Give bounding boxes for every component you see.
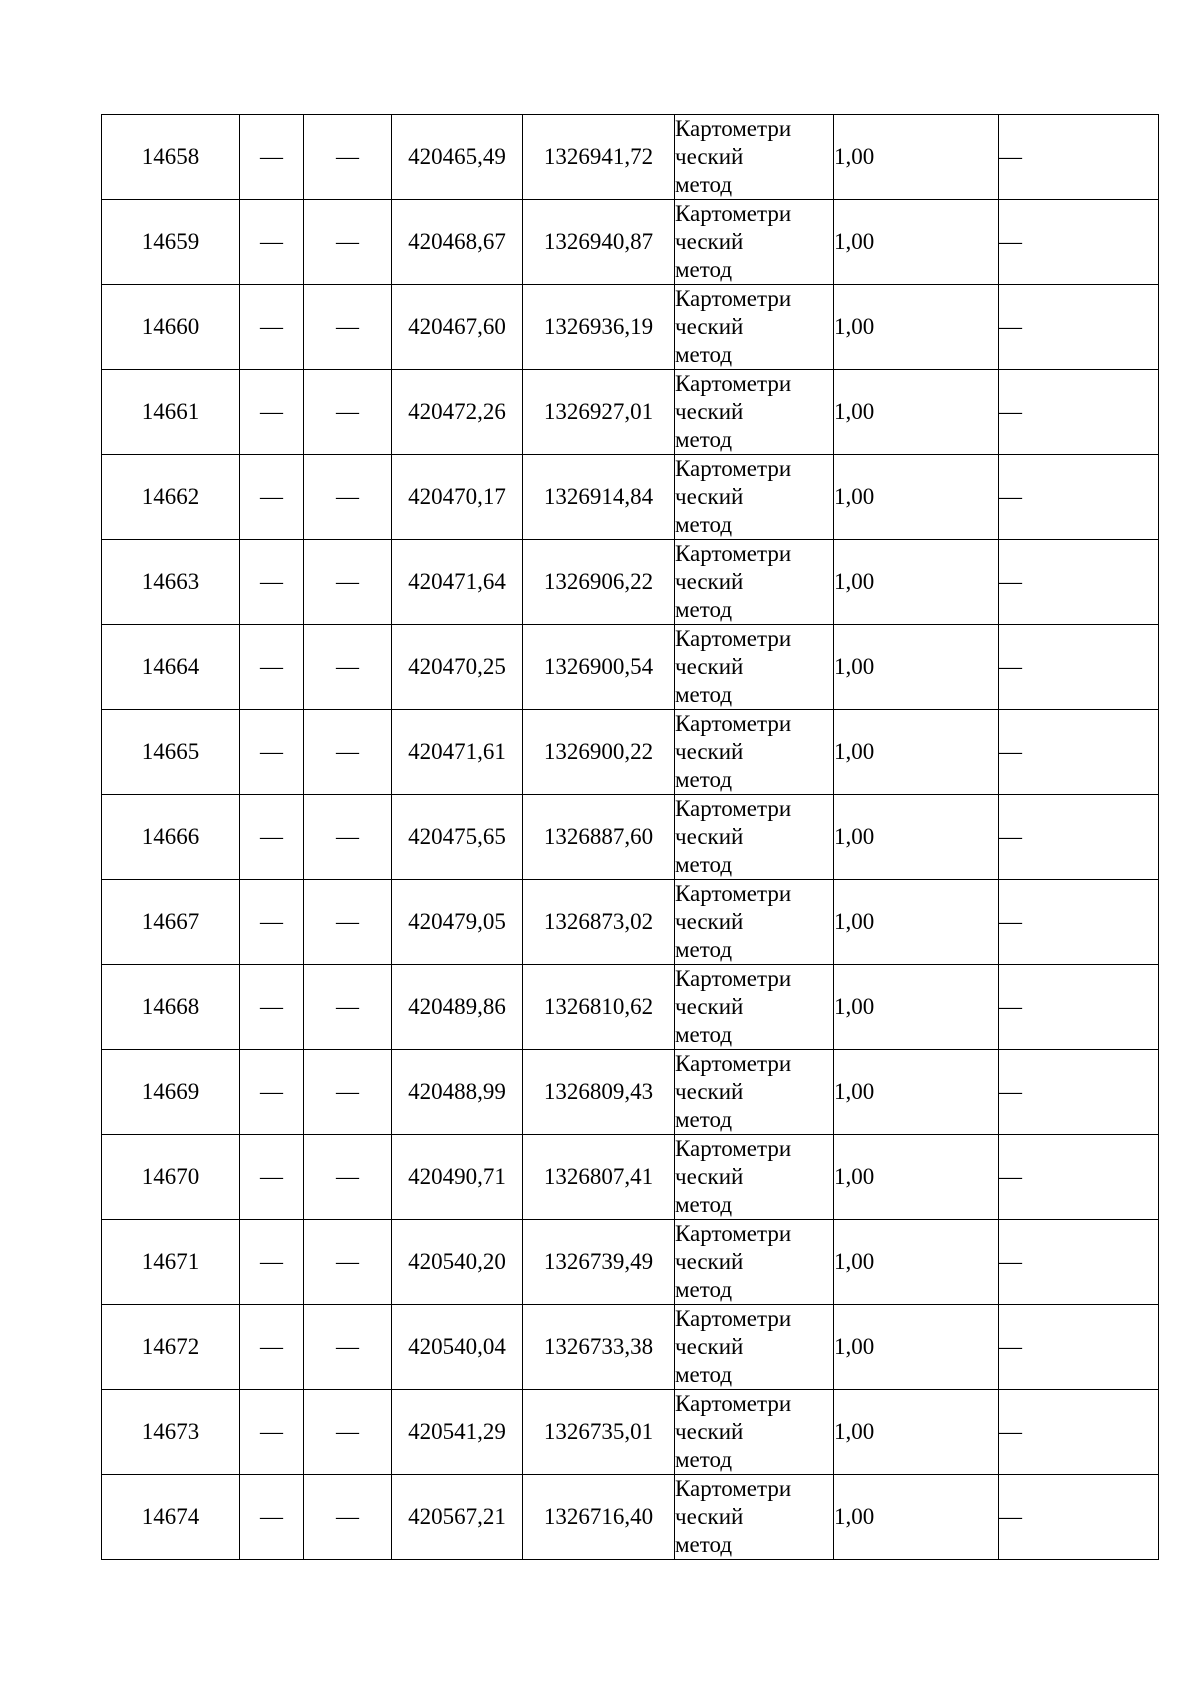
method-cell — [675, 115, 834, 200]
dash-cell: — — [240, 1390, 304, 1475]
note-cell: — — [999, 1050, 1159, 1135]
dash-cell: — — [304, 1220, 392, 1305]
dash-cell: — — [304, 880, 392, 965]
point-number-cell: 14662 — [102, 455, 240, 540]
point-number-cell: 14670 — [102, 1135, 240, 1220]
method-line: ческий — [675, 1504, 744, 1529]
table-row — [102, 370, 1159, 455]
method-cell — [675, 1220, 834, 1305]
method-cell — [675, 880, 834, 965]
y-coordinate-cell: 1326887,60 — [523, 795, 675, 880]
x-coordinate-cell: 420540,04 — [392, 1305, 523, 1390]
table-row — [102, 795, 1159, 880]
y-coordinate-cell: 1326873,02 — [523, 880, 675, 965]
x-coordinate-cell: 420541,29 — [392, 1390, 523, 1475]
note-cell: — — [999, 965, 1159, 1050]
x-coordinate-cell: 420470,25 — [392, 625, 523, 710]
point-number-cell: 14666 — [102, 795, 240, 880]
method-cell — [675, 370, 834, 455]
accuracy-cell: 1,00 — [834, 540, 999, 625]
table-row — [102, 455, 1159, 540]
x-coordinate-cell: 420475,65 — [392, 795, 523, 880]
method-cell — [675, 1135, 834, 1220]
accuracy-cell: 1,00 — [834, 1135, 999, 1220]
table-row — [102, 710, 1159, 795]
method-line: ческий — [675, 399, 744, 424]
x-coordinate-cell: 420471,61 — [392, 710, 523, 795]
y-coordinate-cell: 1326900,54 — [523, 625, 675, 710]
accuracy-cell: 1,00 — [834, 1305, 999, 1390]
accuracy-cell: 1,00 — [834, 285, 999, 370]
method-line: ческий — [675, 144, 744, 169]
y-coordinate-cell: 1326927,01 — [523, 370, 675, 455]
x-coordinate-cell: 420489,86 — [392, 965, 523, 1050]
method-line: Картометри — [675, 796, 792, 821]
method-line: Картометри — [675, 711, 792, 736]
dash-cell: — — [240, 455, 304, 540]
accuracy-cell: 1,00 — [834, 710, 999, 795]
table-row — [102, 540, 1159, 625]
x-coordinate-cell: 420490,71 — [392, 1135, 523, 1220]
method-line: метод — [675, 1107, 733, 1132]
y-coordinate-cell: 1326900,22 — [523, 710, 675, 795]
point-number-cell: 14659 — [102, 200, 240, 285]
dash-cell: — — [304, 455, 392, 540]
method-line: метод — [675, 1362, 733, 1387]
x-coordinate-cell: 420488,99 — [392, 1050, 523, 1135]
table-row — [102, 965, 1159, 1050]
dash-cell: — — [240, 1475, 304, 1560]
note-cell: — — [999, 1475, 1159, 1560]
method-line: ческий — [675, 1249, 744, 1274]
method-cell — [675, 1475, 834, 1560]
y-coordinate-cell: 1326735,01 — [523, 1390, 675, 1475]
method-line: ческий — [675, 484, 744, 509]
point-number-cell: 14664 — [102, 625, 240, 710]
point-number-cell: 14671 — [102, 1220, 240, 1305]
note-cell: — — [999, 370, 1159, 455]
method-cell — [675, 625, 834, 710]
note-cell: — — [999, 200, 1159, 285]
coordinates-table — [101, 114, 1159, 1560]
method-line: ческий — [675, 909, 744, 934]
method-line: метод — [675, 1447, 733, 1472]
method-cell — [675, 965, 834, 1050]
method-line: Картометри — [675, 1391, 792, 1416]
x-coordinate-cell: 420465,49 — [392, 115, 523, 200]
method-line: метод — [675, 257, 733, 282]
table-row — [102, 880, 1159, 965]
method-line: Картометри — [675, 286, 792, 311]
dash-cell: — — [304, 965, 392, 1050]
dash-cell: — — [240, 625, 304, 710]
note-cell: — — [999, 710, 1159, 795]
dash-cell: — — [240, 795, 304, 880]
accuracy-cell: 1,00 — [834, 965, 999, 1050]
x-coordinate-cell: 420468,67 — [392, 200, 523, 285]
dash-cell: — — [304, 540, 392, 625]
dash-cell: — — [240, 710, 304, 795]
method-line: метод — [675, 682, 733, 707]
x-coordinate-cell: 420472,26 — [392, 370, 523, 455]
method-line: метод — [675, 597, 733, 622]
y-coordinate-cell: 1326739,49 — [523, 1220, 675, 1305]
y-coordinate-cell: 1326914,84 — [523, 455, 675, 540]
table-row — [102, 1305, 1159, 1390]
note-cell: — — [999, 115, 1159, 200]
method-line: Картометри — [675, 1306, 792, 1331]
dash-cell: — — [240, 540, 304, 625]
accuracy-cell: 1,00 — [834, 370, 999, 455]
method-cell — [675, 285, 834, 370]
method-line: Картометри — [675, 881, 792, 906]
table-row — [102, 1135, 1159, 1220]
dash-cell: — — [240, 880, 304, 965]
point-number-cell: 14658 — [102, 115, 240, 200]
method-line: метод — [675, 512, 733, 537]
accuracy-cell: 1,00 — [834, 1220, 999, 1305]
note-cell: — — [999, 1305, 1159, 1390]
point-number-cell: 14668 — [102, 965, 240, 1050]
table-row — [102, 1475, 1159, 1560]
method-cell — [675, 1050, 834, 1135]
accuracy-cell: 1,00 — [834, 880, 999, 965]
method-cell — [675, 710, 834, 795]
method-line: ческий — [675, 994, 744, 1019]
dash-cell: — — [304, 1305, 392, 1390]
method-line: Картометри — [675, 1476, 792, 1501]
accuracy-cell: 1,00 — [834, 625, 999, 710]
dash-cell: — — [240, 1050, 304, 1135]
method-line: ческий — [675, 654, 744, 679]
dash-cell: — — [304, 625, 392, 710]
method-cell — [675, 455, 834, 540]
method-line: ческий — [675, 569, 744, 594]
accuracy-cell: 1,00 — [834, 1050, 999, 1135]
dash-cell: — — [304, 1050, 392, 1135]
dash-cell: — — [240, 115, 304, 200]
accuracy-cell: 1,00 — [834, 115, 999, 200]
table-row — [102, 1050, 1159, 1135]
note-cell: — — [999, 540, 1159, 625]
x-coordinate-cell: 420470,17 — [392, 455, 523, 540]
dash-cell: — — [240, 285, 304, 370]
note-cell: — — [999, 455, 1159, 540]
note-cell: — — [999, 795, 1159, 880]
x-coordinate-cell: 420467,60 — [392, 285, 523, 370]
note-cell: — — [999, 1390, 1159, 1475]
method-line: Картометри — [675, 456, 792, 481]
dash-cell: — — [304, 710, 392, 795]
method-line: Картометри — [675, 966, 792, 991]
table-body — [102, 115, 1159, 1560]
point-number-cell: 14663 — [102, 540, 240, 625]
method-line: Картометри — [675, 1051, 792, 1076]
note-cell: — — [999, 1135, 1159, 1220]
dash-cell: — — [304, 1475, 392, 1560]
y-coordinate-cell: 1326906,22 — [523, 540, 675, 625]
dash-cell: — — [304, 115, 392, 200]
x-coordinate-cell: 420471,64 — [392, 540, 523, 625]
method-line: метод — [675, 937, 733, 962]
method-line: Картометри — [675, 1136, 792, 1161]
method-line: Картометри — [675, 371, 792, 396]
y-coordinate-cell: 1326807,41 — [523, 1135, 675, 1220]
y-coordinate-cell: 1326941,72 — [523, 115, 675, 200]
x-coordinate-cell: 420479,05 — [392, 880, 523, 965]
dash-cell: — — [304, 1135, 392, 1220]
method-line: метод — [675, 427, 733, 452]
method-line: метод — [675, 172, 733, 197]
accuracy-cell: 1,00 — [834, 200, 999, 285]
y-coordinate-cell: 1326940,87 — [523, 200, 675, 285]
x-coordinate-cell: 420567,21 — [392, 1475, 523, 1560]
method-line: ческий — [675, 229, 744, 254]
point-number-cell: 14660 — [102, 285, 240, 370]
y-coordinate-cell: 1326716,40 — [523, 1475, 675, 1560]
accuracy-cell: 1,00 — [834, 795, 999, 880]
method-line: Картометри — [675, 541, 792, 566]
point-number-cell: 14665 — [102, 710, 240, 795]
dash-cell: — — [240, 1305, 304, 1390]
method-cell — [675, 200, 834, 285]
y-coordinate-cell: 1326733,38 — [523, 1305, 675, 1390]
method-line: метод — [675, 1532, 733, 1557]
accuracy-cell: 1,00 — [834, 1390, 999, 1475]
method-cell — [675, 795, 834, 880]
method-line: ческий — [675, 824, 744, 849]
table-row — [102, 285, 1159, 370]
y-coordinate-cell: 1326810,62 — [523, 965, 675, 1050]
dash-cell: — — [304, 200, 392, 285]
method-line: ческий — [675, 739, 744, 764]
y-coordinate-cell: 1326809,43 — [523, 1050, 675, 1135]
y-coordinate-cell: 1326936,19 — [523, 285, 675, 370]
method-line: ческий — [675, 1334, 744, 1359]
note-cell: — — [999, 285, 1159, 370]
dash-cell: — — [240, 200, 304, 285]
table-row — [102, 1390, 1159, 1475]
x-coordinate-cell: 420540,20 — [392, 1220, 523, 1305]
dash-cell: — — [304, 370, 392, 455]
note-cell: — — [999, 880, 1159, 965]
dash-cell: — — [304, 1390, 392, 1475]
point-number-cell: 14667 — [102, 880, 240, 965]
method-line: метод — [675, 1277, 733, 1302]
method-line: ческий — [675, 1079, 744, 1104]
point-number-cell: 14669 — [102, 1050, 240, 1135]
dash-cell: — — [240, 1220, 304, 1305]
method-line: Картометри — [675, 201, 792, 226]
method-line: Картометри — [675, 116, 792, 141]
method-line: метод — [675, 1192, 733, 1217]
table-row — [102, 115, 1159, 200]
method-cell — [675, 1390, 834, 1475]
method-line: ческий — [675, 314, 744, 339]
method-line: Картометри — [675, 1221, 792, 1246]
method-line: метод — [675, 852, 733, 877]
dash-cell: — — [304, 795, 392, 880]
method-cell — [675, 1305, 834, 1390]
method-cell — [675, 540, 834, 625]
accuracy-cell: 1,00 — [834, 455, 999, 540]
point-number-cell: 14661 — [102, 370, 240, 455]
note-cell: — — [999, 1220, 1159, 1305]
dash-cell: — — [304, 285, 392, 370]
table-row — [102, 1220, 1159, 1305]
table-row — [102, 200, 1159, 285]
dash-cell: — — [240, 370, 304, 455]
dash-cell: — — [240, 1135, 304, 1220]
method-line: метод — [675, 1022, 733, 1047]
method-line: ческий — [675, 1419, 744, 1444]
method-line: метод — [675, 342, 733, 367]
point-number-cell: 14674 — [102, 1475, 240, 1560]
table-row — [102, 625, 1159, 710]
point-number-cell: 14673 — [102, 1390, 240, 1475]
method-line: ческий — [675, 1164, 744, 1189]
accuracy-cell: 1,00 — [834, 1475, 999, 1560]
method-line: метод — [675, 767, 733, 792]
note-cell: — — [999, 625, 1159, 710]
method-line: Картометри — [675, 626, 792, 651]
dash-cell: — — [240, 965, 304, 1050]
point-number-cell: 14672 — [102, 1305, 240, 1390]
